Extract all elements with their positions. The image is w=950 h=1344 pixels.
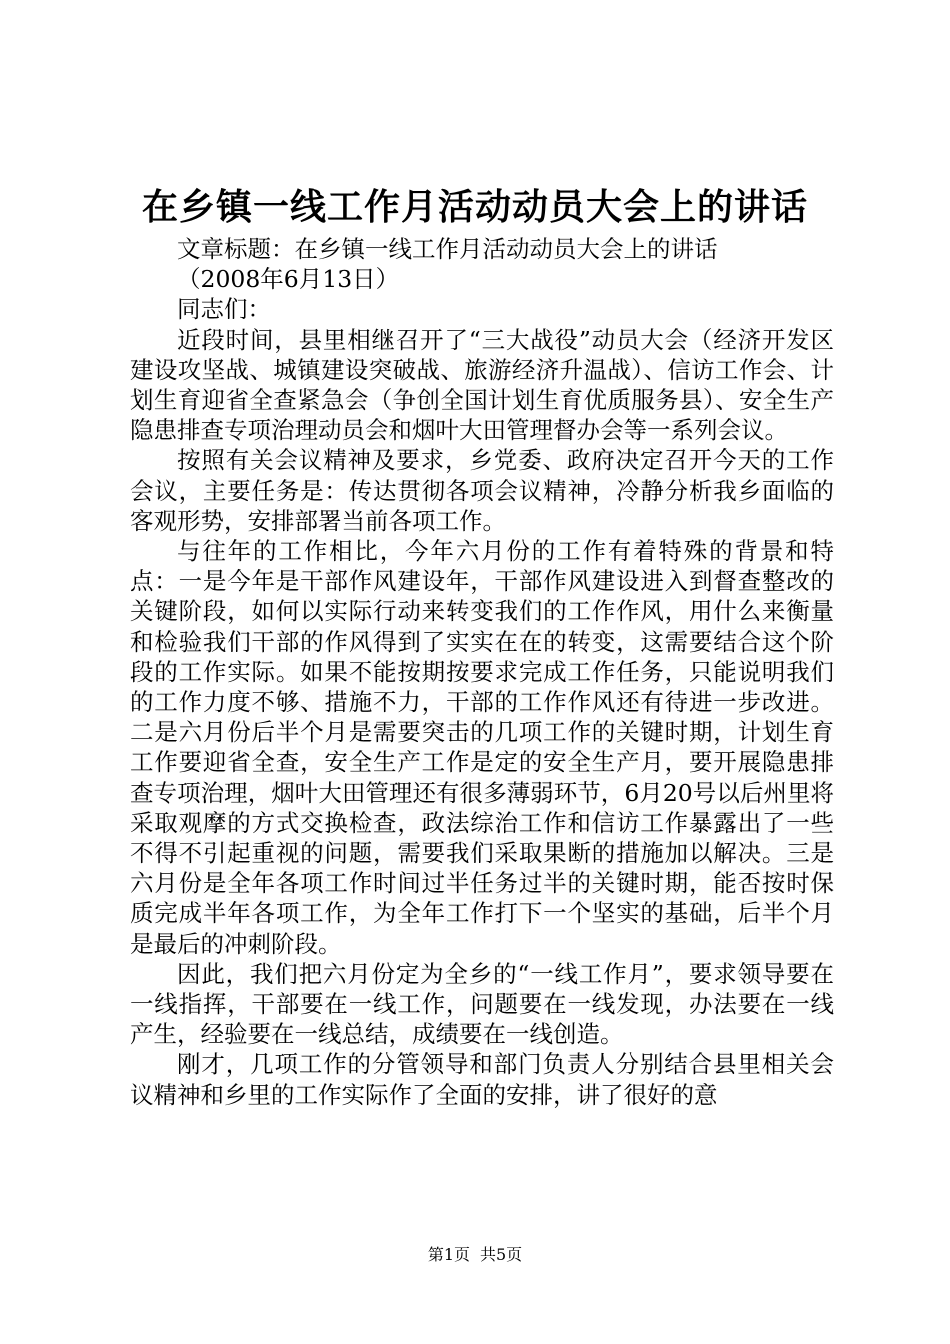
page-number-total: 共5页 xyxy=(480,1245,523,1264)
document-title: 在乡镇一线工作月活动动员大会上的讲话 xyxy=(141,186,808,228)
article-title-line: 文章标题：在乡镇一线工作月活动动员大会上的讲话 xyxy=(177,235,718,263)
page-number-current: 第1页 xyxy=(427,1245,470,1264)
paragraph-2: 按照有关会议精神及要求，乡党委、政府决定召开今天的工作会议，主要任务是：传达贯彻各项会议精神，冷静分析我乡面临的客观形势，安排部署当前各项工作。 xyxy=(130,446,834,535)
paragraph-3: 与往年的工作相比，今年六月份的工作有着特殊的背景和特点：一是今年是干部作风建设年，干部作风建设进入到督查整改的关键阶段，如何以实际行动来转变我们的工作作风，用什么来衡量和检验我们干部的作风得到了实实在在的转变，这需要结合这个阶段的工作实际。如果不能按期按要求完成工作任务，只能说明我们的工作力度不够、措施不力，干部的工作作风还有待进一步改进。二是六月份后半个月是需要突击的几项工作的关键时期，计划生育工作要迎省全查，安全生产工作是定的安全生产月，要开展隐患排查专项治理，烟叶大田管理还有很多薄弱环节，6月20号以后州里将采取观摩的方式交换检查，政法综治工作和信访工作暴露出了一些不得不引起重视的问题，需要我们采取果断的措施加以解决。三是六月份是全年各项工作时间过半任务过半的关键时期，能否按时保质完成半年各项工作，为全年工作打下一个坚实的基础，后半个月是最后的冲刺阶段。 xyxy=(130,537,834,958)
paragraph-5: 刚才，几项工作的分管领导和部门负责人分别结合县里相关会议精神和乡里的工作实际作了全面的安排，讲了很好的意 xyxy=(130,1050,834,1109)
date-line: （2008年6月13日） xyxy=(177,265,400,294)
document-body xyxy=(130,234,834,1110)
page-footer xyxy=(0,1244,950,1266)
salutation: 同志们： xyxy=(177,295,271,324)
paragraph-1: 近段时间，县里相继召开了“三大战役”动员大会（经济开发区建设攻坚战、城镇建设突破战、旅游经济升温战）、信访工作会、计划生育迎省全查紧急会（争创全国计划生育优质服务县）、安全生产隐患排查专项治理动员会和烟叶大田管理督办会等一系列会议。 xyxy=(130,325,834,445)
paragraph-4: 因此，我们把六月份定为全乡的“一线工作月”，要求领导要在一线指挥，干部要在一线工作，问题要在一线发现，办法要在一线产生，经验要在一线总结，成绩要在一线创造。 xyxy=(130,959,834,1049)
